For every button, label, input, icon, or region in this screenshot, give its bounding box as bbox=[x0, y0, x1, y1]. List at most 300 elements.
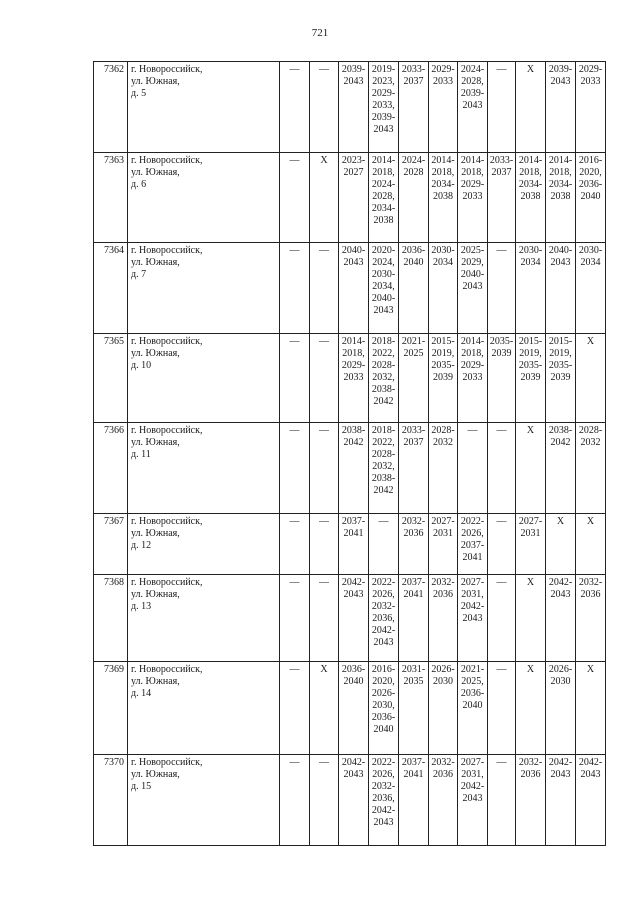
period-value: 2043 bbox=[462, 281, 483, 292]
period-value: 2036 bbox=[520, 769, 541, 780]
period-cell bbox=[369, 423, 399, 514]
period-value: X bbox=[526, 577, 535, 588]
period-value: 2031 bbox=[433, 528, 453, 539]
period-value: 2033, bbox=[372, 100, 395, 111]
period-cell bbox=[310, 243, 339, 334]
period-value: 2043 bbox=[343, 257, 364, 268]
address-line: ул. Южная, bbox=[131, 257, 180, 268]
period-value: 2018, bbox=[461, 348, 484, 359]
period-value: 2021- bbox=[401, 336, 426, 347]
period-value: 2033 bbox=[462, 191, 483, 202]
period-value: 2037 bbox=[491, 167, 512, 178]
period-cell bbox=[546, 243, 576, 334]
period-value: 2034- bbox=[431, 179, 455, 190]
period-value: — bbox=[496, 577, 507, 588]
period-value: 2035- bbox=[489, 336, 514, 347]
period-value: 2039 bbox=[433, 372, 453, 383]
period-value: 2020- bbox=[371, 245, 396, 256]
period-value: — bbox=[496, 64, 507, 75]
period-value: 2028 bbox=[403, 167, 424, 178]
address-line: д. 7 bbox=[131, 269, 147, 280]
period-cell bbox=[310, 423, 339, 514]
period-value: 2038 bbox=[433, 191, 453, 202]
period-value: 2030, bbox=[372, 700, 395, 711]
address-line: д. 14 bbox=[131, 688, 152, 699]
period-value: 2033- bbox=[401, 425, 426, 436]
period-cell bbox=[488, 243, 516, 334]
period-value: 2028, bbox=[372, 191, 395, 202]
period-value: 2032, bbox=[372, 461, 395, 472]
address-line: ул. Южная, bbox=[131, 528, 180, 539]
period-value: 2038 bbox=[550, 191, 571, 202]
page-number: 721 bbox=[311, 27, 329, 39]
table-row bbox=[94, 755, 606, 846]
period-value: 2024- bbox=[401, 155, 426, 166]
period-cell bbox=[310, 514, 339, 575]
period-cell bbox=[399, 514, 429, 575]
period-value: — bbox=[289, 516, 300, 527]
period-cell bbox=[280, 514, 310, 575]
period-value: 2036, bbox=[372, 613, 395, 624]
period-value: 2020, bbox=[579, 167, 602, 178]
period-value: 2033 bbox=[580, 76, 601, 87]
period-value: 2043 bbox=[550, 769, 571, 780]
period-value: 2043 bbox=[462, 613, 483, 624]
period-value: 2032- bbox=[401, 516, 426, 527]
period-value: 2035- bbox=[518, 360, 543, 371]
period-cell bbox=[280, 755, 310, 846]
period-value: 2036- bbox=[578, 179, 603, 190]
period-value: 2032- bbox=[371, 601, 396, 612]
period-value: 2038- bbox=[548, 425, 573, 436]
period-value: 2033- bbox=[489, 155, 514, 166]
period-value: 2043 bbox=[462, 793, 483, 804]
period-cell bbox=[369, 755, 399, 846]
period-value: 2042- bbox=[460, 781, 485, 792]
period-value: 2022, bbox=[372, 348, 395, 359]
period-cell bbox=[369, 243, 399, 334]
period-value: 2027- bbox=[518, 516, 543, 527]
period-value: 2030- bbox=[518, 245, 543, 256]
period-cell bbox=[369, 334, 399, 423]
period-value: 2033 bbox=[433, 76, 453, 87]
period-value: 2029- bbox=[371, 88, 396, 99]
period-cell bbox=[458, 755, 488, 846]
period-value: 2042 bbox=[373, 396, 394, 407]
period-value: 2031 bbox=[520, 528, 541, 539]
period-cell bbox=[516, 243, 546, 334]
row-number bbox=[94, 662, 128, 755]
row-number-text: 7369 bbox=[104, 664, 124, 675]
period-value: 2029, bbox=[461, 257, 484, 268]
period-value: — bbox=[319, 336, 329, 347]
period-value: 2043 bbox=[550, 76, 571, 87]
period-cell bbox=[546, 334, 576, 423]
period-cell bbox=[310, 575, 339, 662]
period-cell bbox=[546, 153, 576, 243]
period-cell bbox=[516, 755, 546, 846]
address-cell bbox=[128, 334, 280, 423]
address-line: ул. Южная, bbox=[131, 437, 180, 448]
period-value: 2039- bbox=[460, 88, 485, 99]
period-value: 2040- bbox=[341, 245, 366, 256]
period-value: — bbox=[319, 245, 329, 256]
period-value: 2030- bbox=[578, 245, 603, 256]
period-value: 2028- bbox=[431, 425, 455, 436]
period-cell bbox=[458, 153, 488, 243]
address-line: ул. Южная, bbox=[131, 769, 180, 780]
period-value: 2022- bbox=[460, 516, 485, 527]
period-value: 2027- bbox=[460, 577, 485, 588]
period-value: — bbox=[289, 64, 300, 75]
period-cell bbox=[488, 662, 516, 755]
period-cell bbox=[429, 243, 458, 334]
period-value: 2028, bbox=[461, 76, 484, 87]
period-value: — bbox=[496, 757, 507, 768]
period-value: 2040 bbox=[343, 676, 364, 687]
period-cell bbox=[516, 334, 546, 423]
period-value: X bbox=[586, 664, 595, 675]
period-value: 2039 bbox=[491, 348, 512, 359]
period-value: 2034 bbox=[433, 257, 453, 268]
period-cell bbox=[429, 575, 458, 662]
period-value: 2019, bbox=[431, 348, 455, 359]
period-value: 2041 bbox=[403, 769, 424, 780]
period-value: 2026, bbox=[372, 769, 395, 780]
period-value: 2026- bbox=[548, 664, 573, 675]
period-value: — bbox=[319, 577, 329, 588]
row-number-text: 7363 bbox=[104, 155, 124, 166]
period-value: 2022, bbox=[372, 437, 395, 448]
period-value: 2039- bbox=[341, 64, 366, 75]
period-cell bbox=[399, 575, 429, 662]
address-line: д. 15 bbox=[131, 781, 152, 792]
row-number bbox=[94, 755, 128, 846]
period-value: X bbox=[320, 155, 328, 166]
period-value: 2027 bbox=[343, 167, 364, 178]
address-line: д. 6 bbox=[131, 179, 147, 190]
period-cell bbox=[576, 62, 606, 153]
period-cell bbox=[546, 575, 576, 662]
period-value: 2038- bbox=[371, 473, 396, 484]
period-value: — bbox=[319, 64, 329, 75]
period-value: 2015- bbox=[431, 336, 455, 347]
period-value: 2043 bbox=[580, 769, 601, 780]
address-cell bbox=[128, 662, 280, 755]
address-cell bbox=[128, 575, 280, 662]
table-row bbox=[94, 662, 606, 755]
period-cell bbox=[339, 514, 369, 575]
address-line: д. 5 bbox=[131, 88, 147, 99]
period-value: 2019, bbox=[519, 348, 542, 359]
period-cell bbox=[369, 514, 399, 575]
period-cell bbox=[310, 334, 339, 423]
period-cell bbox=[458, 334, 488, 423]
period-cell bbox=[399, 153, 429, 243]
period-value: 2037- bbox=[460, 540, 485, 551]
period-value: 2027- bbox=[431, 516, 455, 527]
period-value: 2018- bbox=[371, 425, 396, 436]
period-value: 2038 bbox=[520, 191, 541, 202]
period-cell bbox=[546, 514, 576, 575]
period-value: 2034, bbox=[372, 281, 395, 292]
row-number bbox=[94, 153, 128, 243]
period-value: 2029- bbox=[460, 179, 485, 190]
period-value: — bbox=[289, 245, 300, 256]
period-value: 2030 bbox=[550, 676, 571, 687]
row-number bbox=[94, 334, 128, 423]
period-value: 2014- bbox=[460, 155, 485, 166]
period-cell bbox=[576, 575, 606, 662]
period-value: 2042- bbox=[341, 757, 366, 768]
period-cell bbox=[546, 423, 576, 514]
period-cell bbox=[399, 62, 429, 153]
period-value: 2018, bbox=[372, 167, 395, 178]
period-value: 2041 bbox=[403, 589, 424, 600]
period-cell bbox=[369, 153, 399, 243]
period-cell bbox=[458, 423, 488, 514]
period-cell bbox=[369, 575, 399, 662]
period-value: 2016- bbox=[371, 664, 396, 675]
period-cell bbox=[339, 243, 369, 334]
address-line: д. 13 bbox=[131, 601, 152, 612]
period-value: 2043 bbox=[343, 589, 364, 600]
table-row bbox=[94, 514, 606, 575]
address-line: ул. Южная, bbox=[131, 76, 180, 87]
address-line: г. Новороссийск, bbox=[131, 664, 203, 675]
period-value: 2026- bbox=[431, 664, 455, 675]
address-line: г. Новороссийск, bbox=[131, 577, 203, 588]
period-value: 2018- bbox=[371, 336, 396, 347]
period-value: 2022- bbox=[371, 757, 396, 768]
period-value: 2040- bbox=[460, 269, 485, 280]
period-value: 2032 bbox=[433, 437, 453, 448]
address-line: г. Новороссийск, bbox=[131, 245, 203, 256]
address-line: д. 11 bbox=[131, 449, 151, 460]
period-cell bbox=[576, 423, 606, 514]
address-cell bbox=[128, 423, 280, 514]
row-number-text: 7364 bbox=[104, 245, 124, 256]
period-value: 2030- bbox=[431, 245, 455, 256]
period-value: — bbox=[496, 425, 507, 436]
row-number bbox=[94, 423, 128, 514]
period-cell bbox=[399, 243, 429, 334]
period-value: 2039- bbox=[548, 64, 573, 75]
period-cell bbox=[488, 62, 516, 153]
table-row bbox=[94, 575, 606, 662]
period-cell bbox=[339, 755, 369, 846]
period-cell bbox=[516, 662, 546, 755]
period-cell bbox=[488, 153, 516, 243]
period-value: 2039 bbox=[520, 372, 541, 383]
period-value: 2036- bbox=[460, 688, 485, 699]
period-value: 2026- bbox=[371, 688, 396, 699]
period-value: 2035 bbox=[403, 676, 424, 687]
period-value: 2041 bbox=[343, 528, 364, 539]
period-value: 2014- bbox=[460, 336, 485, 347]
row-number bbox=[94, 62, 128, 153]
period-cell bbox=[546, 662, 576, 755]
period-value: 2022- bbox=[371, 577, 396, 588]
row-number-text: 7368 bbox=[104, 577, 124, 588]
address-line: д. 12 bbox=[131, 540, 152, 551]
period-cell bbox=[310, 153, 339, 243]
period-value: 2036 bbox=[433, 769, 453, 780]
period-value: 2033 bbox=[343, 372, 364, 383]
period-value: 2032- bbox=[431, 577, 455, 588]
period-value: 2018, bbox=[549, 167, 572, 178]
period-value: 2032- bbox=[518, 757, 543, 768]
table-row bbox=[94, 334, 606, 423]
housing-registry-table bbox=[93, 61, 606, 846]
period-value: 2027- bbox=[460, 757, 485, 768]
period-cell bbox=[516, 62, 546, 153]
period-value: 2040 bbox=[373, 724, 394, 735]
period-cell bbox=[339, 153, 369, 243]
period-value: 2025- bbox=[460, 245, 485, 256]
period-value: X bbox=[586, 516, 595, 527]
period-value: — bbox=[289, 155, 300, 166]
period-value: 2040 bbox=[580, 191, 601, 202]
period-value: 2014- bbox=[518, 155, 543, 166]
period-value: 2034- bbox=[548, 179, 573, 190]
period-value: — bbox=[496, 664, 507, 675]
period-cell bbox=[488, 334, 516, 423]
address-line: г. Новороссийск, bbox=[131, 64, 203, 75]
period-value: 2042 bbox=[373, 485, 394, 496]
period-cell bbox=[339, 575, 369, 662]
period-value: 2014- bbox=[548, 155, 573, 166]
period-value: 2024- bbox=[460, 64, 485, 75]
period-cell bbox=[546, 755, 576, 846]
period-cell bbox=[429, 423, 458, 514]
period-cell bbox=[576, 662, 606, 755]
period-value: 2018, bbox=[342, 348, 365, 359]
address-line: ул. Южная, bbox=[131, 167, 180, 178]
address-line: г. Новороссийск, bbox=[131, 757, 203, 768]
period-value: 2036 bbox=[580, 589, 601, 600]
period-value: X bbox=[320, 664, 328, 675]
row-number-text: 7362 bbox=[104, 64, 124, 75]
period-value: 2042- bbox=[460, 601, 485, 612]
period-cell bbox=[280, 575, 310, 662]
period-cell bbox=[576, 243, 606, 334]
period-cell bbox=[339, 334, 369, 423]
period-cell bbox=[488, 755, 516, 846]
period-value: 2014- bbox=[431, 155, 455, 166]
period-value: 2029- bbox=[341, 360, 366, 371]
period-value: 2034 bbox=[580, 257, 601, 268]
period-value: 2020, bbox=[372, 676, 395, 687]
period-value: 2014- bbox=[341, 336, 366, 347]
period-cell bbox=[458, 514, 488, 575]
row-number-text: 7367 bbox=[104, 516, 124, 527]
period-cell bbox=[576, 153, 606, 243]
period-cell bbox=[576, 334, 606, 423]
period-value: — bbox=[289, 336, 300, 347]
period-cell bbox=[399, 334, 429, 423]
period-value: 2036- bbox=[401, 245, 426, 256]
period-value: 2043 bbox=[550, 589, 571, 600]
period-value: 2036- bbox=[371, 712, 396, 723]
period-cell bbox=[516, 423, 546, 514]
period-value: — bbox=[319, 425, 329, 436]
table-row bbox=[94, 153, 606, 243]
period-cell bbox=[458, 575, 488, 662]
period-cell bbox=[310, 755, 339, 846]
period-cell bbox=[546, 62, 576, 153]
period-cell bbox=[369, 662, 399, 755]
period-cell bbox=[516, 514, 546, 575]
address-line: ул. Южная, bbox=[131, 676, 180, 687]
period-value: 2028- bbox=[371, 360, 396, 371]
period-value: 2043 bbox=[373, 305, 394, 316]
period-value: 2034 bbox=[520, 257, 541, 268]
period-value: 2036 bbox=[433, 589, 453, 600]
period-value: 2041 bbox=[462, 552, 483, 563]
period-value: 2025, bbox=[461, 676, 484, 687]
period-value: — bbox=[289, 664, 300, 675]
period-value: 2039- bbox=[371, 112, 396, 123]
period-value: 2023, bbox=[372, 76, 395, 87]
row-number bbox=[94, 514, 128, 575]
period-value: 2018, bbox=[461, 167, 484, 178]
period-value: 2026, bbox=[461, 528, 484, 539]
period-value: 2030 bbox=[433, 676, 453, 687]
period-value: 2040- bbox=[548, 245, 573, 256]
period-value: 2021- bbox=[460, 664, 485, 675]
period-cell bbox=[488, 514, 516, 575]
period-value: 2029- bbox=[431, 64, 455, 75]
row-number-text: 7370 bbox=[104, 757, 124, 768]
period-cell bbox=[576, 514, 606, 575]
period-value: 2034- bbox=[371, 203, 396, 214]
period-value: 2037- bbox=[341, 516, 366, 527]
period-value: — bbox=[496, 516, 507, 527]
period-value: X bbox=[526, 664, 535, 675]
table-row bbox=[94, 243, 606, 334]
period-value: 2036, bbox=[372, 793, 395, 804]
period-value: 2025 bbox=[403, 348, 424, 359]
period-cell bbox=[576, 755, 606, 846]
period-value: 2031- bbox=[401, 664, 426, 675]
period-value: 2042- bbox=[341, 577, 366, 588]
period-cell bbox=[280, 423, 310, 514]
period-value: 2032- bbox=[578, 577, 603, 588]
period-cell bbox=[458, 62, 488, 153]
period-value: — bbox=[496, 245, 507, 256]
table-body bbox=[94, 62, 606, 846]
table-row bbox=[94, 62, 606, 153]
period-value: 2042- bbox=[548, 577, 573, 588]
period-cell bbox=[429, 153, 458, 243]
period-cell bbox=[429, 334, 458, 423]
period-value: 2035- bbox=[431, 360, 455, 371]
period-value: 2043 bbox=[373, 817, 394, 828]
period-value: 2033 bbox=[462, 372, 483, 383]
address-line: д. 10 bbox=[131, 360, 152, 371]
period-value: 2015- bbox=[548, 336, 573, 347]
period-value: 2028- bbox=[371, 449, 396, 460]
period-value: 2036- bbox=[341, 664, 366, 675]
row-number-text: 7365 bbox=[104, 336, 124, 347]
period-value: 2037 bbox=[403, 437, 424, 448]
period-cell bbox=[458, 243, 488, 334]
period-cell bbox=[280, 153, 310, 243]
period-value: 2014- bbox=[371, 155, 396, 166]
address-cell bbox=[128, 62, 280, 153]
address-line: г. Новороссийск, bbox=[131, 336, 203, 347]
